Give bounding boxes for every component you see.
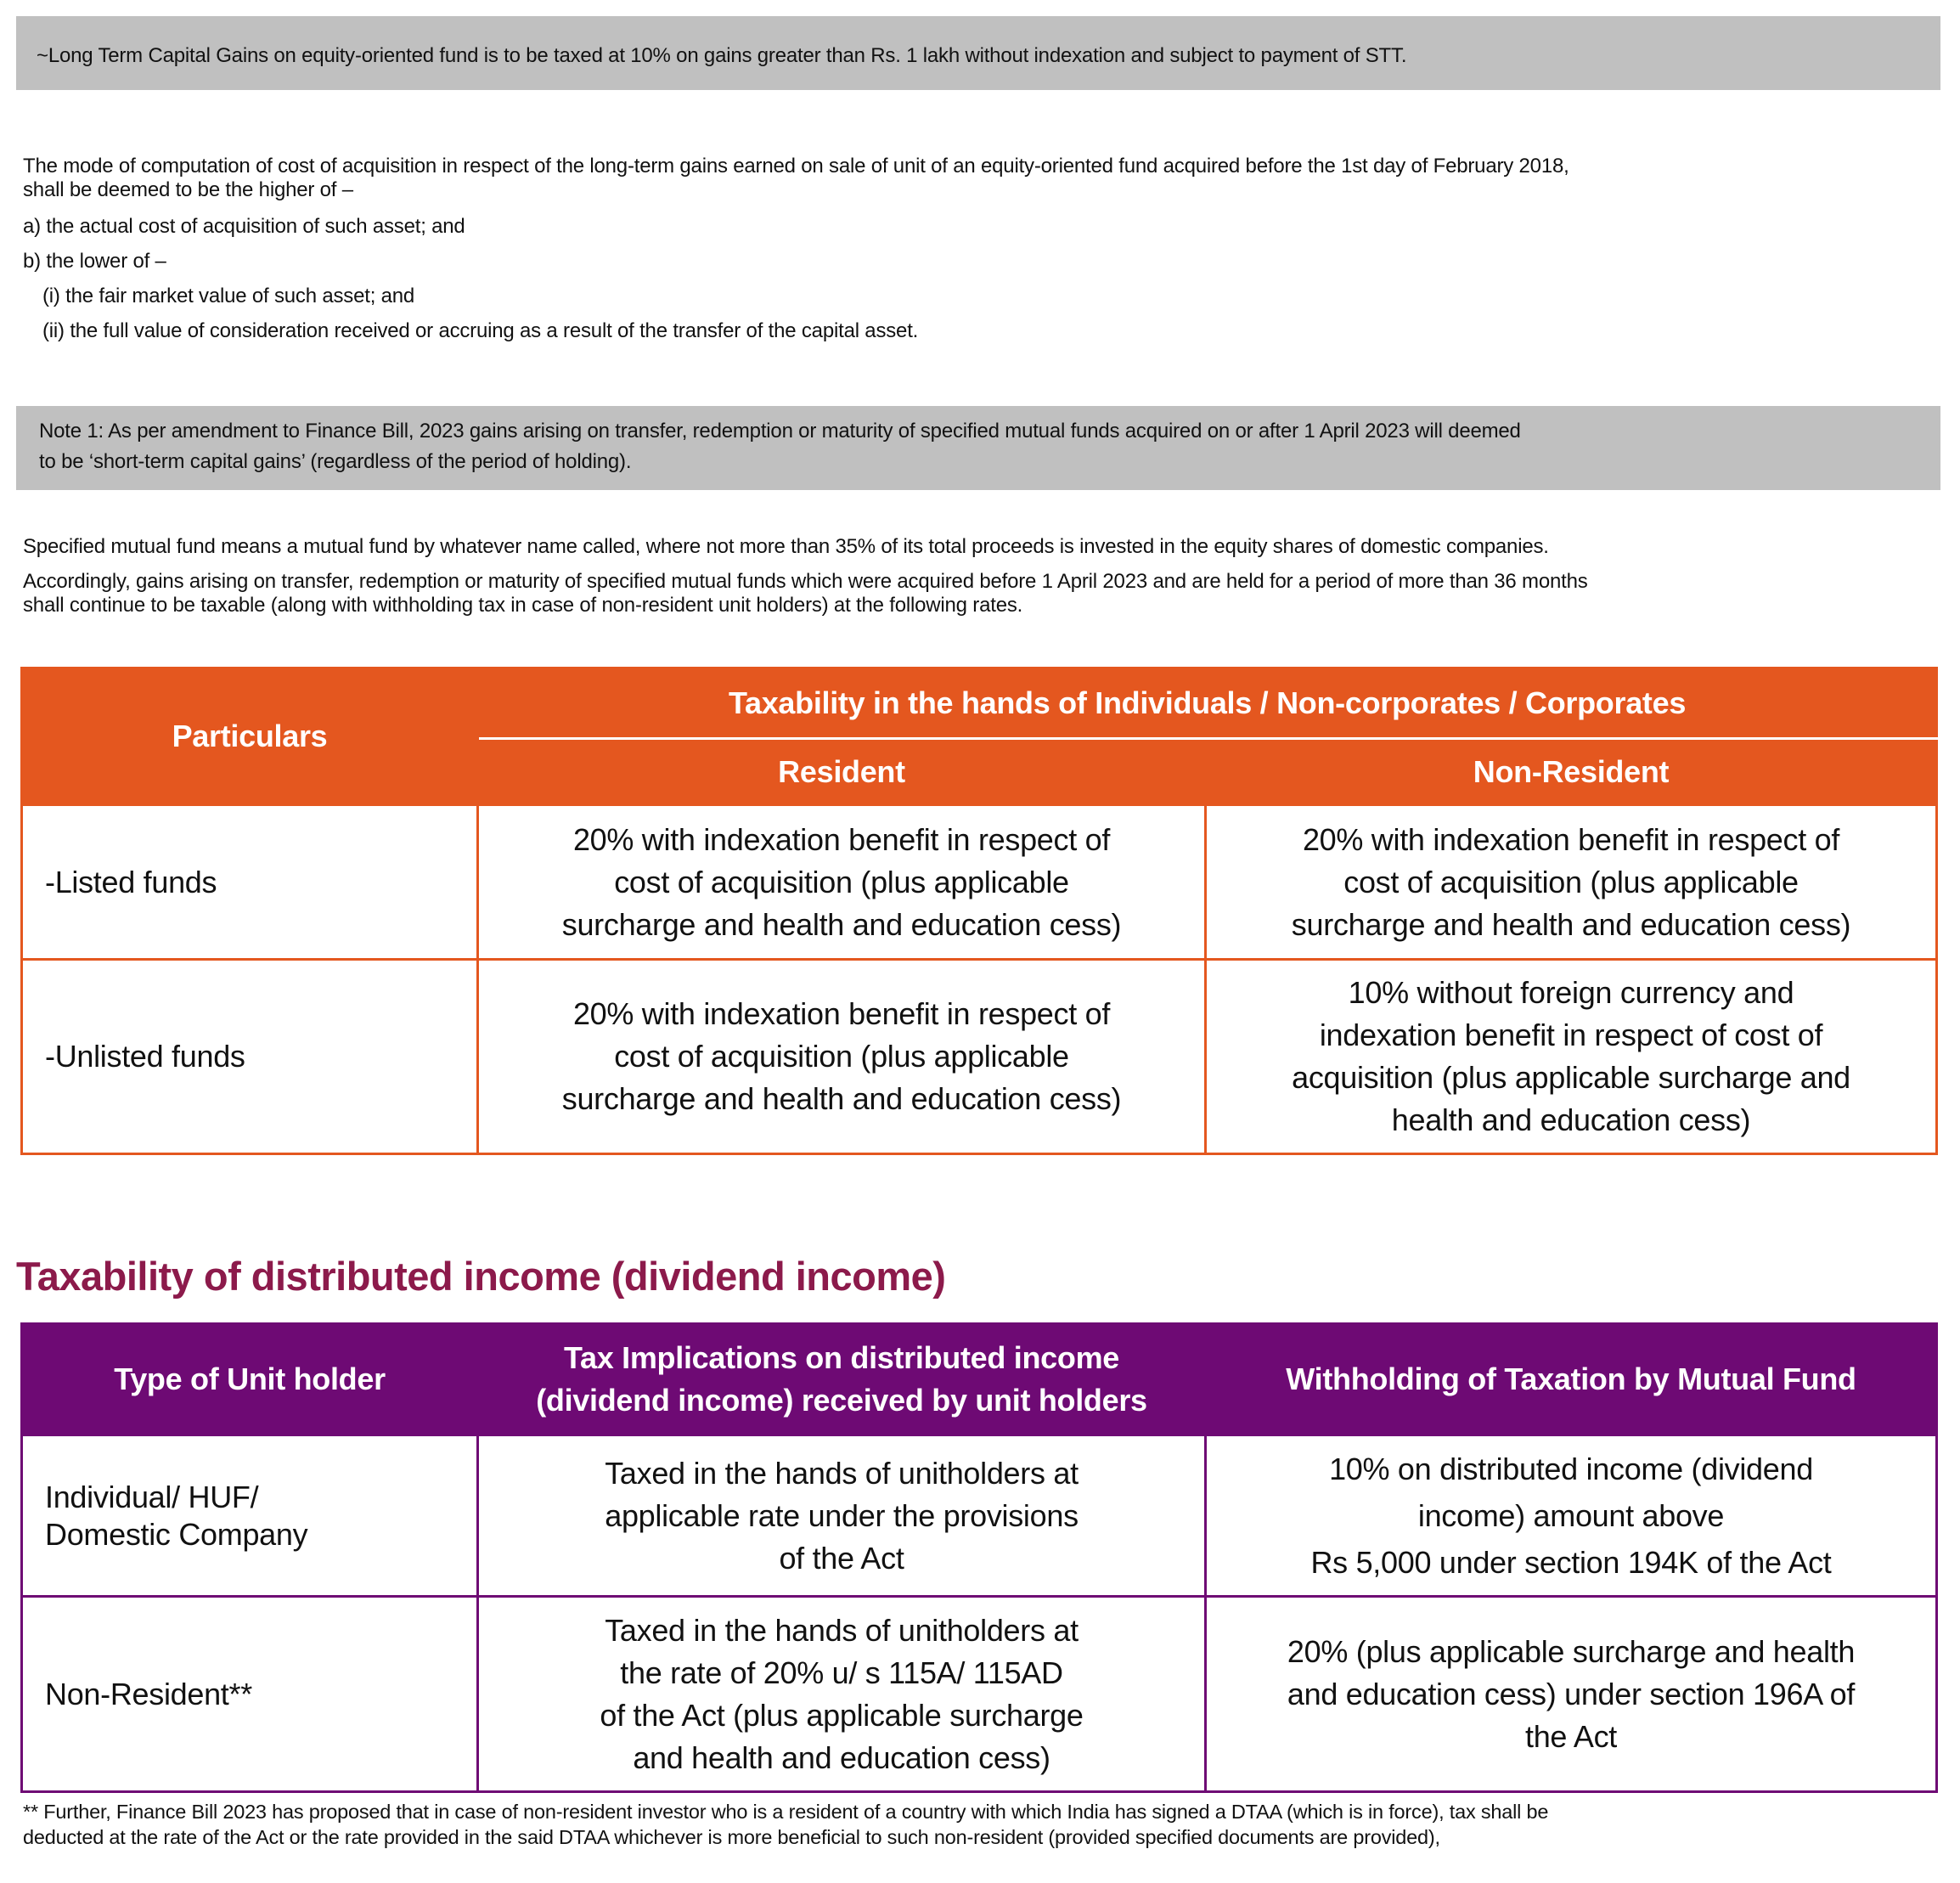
capital-gains-table xyxy=(20,667,1938,1155)
unit-holder-type-cell: Non-Resident** xyxy=(22,1597,478,1792)
note1-text: Note 1: As per amendment to Finance Bill, 2023 gains arising on transfer, redemption or maturity of specified mutual funds acquired on or after 1 April 2023 will deemed to be ‘short-term capital gains’ (regardless of the period of holding). xyxy=(39,420,1521,473)
non-resident-cell: 20% with indexation benefit in respect of cost of acquisition (plus applicable surcharge and health and education cess) xyxy=(1206,805,1937,960)
header-particulars: Particulars xyxy=(22,668,478,805)
table-row xyxy=(22,960,1937,1154)
computation-b: b) the lower of – xyxy=(23,250,166,273)
particular-cell: -Unlisted funds xyxy=(22,960,478,1154)
resident-cell: 20% with indexation benefit in respect of cost of acquisition (plus applicable surcharge and health and education cess) xyxy=(478,960,1206,1154)
header-tax-implications: Tax Implications on distributed income (dividend income) received by unit holders xyxy=(478,1324,1206,1435)
tax-implication-cell: Taxed in the hands of unitholders at the rate of 20% u/ s 115A/ 115AD of the Act (plus applicable surcharge and health and education cess) xyxy=(478,1597,1206,1792)
specified-definition: Specified mutual fund means a mutual fund by whatever name called, where not more than 35% of its total proceeds is invested in the equity shares of domestic companies. xyxy=(23,535,1549,558)
header-withholding: Withholding of Taxation by Mutual Fund xyxy=(1206,1324,1937,1435)
table-row xyxy=(22,805,1937,960)
unit-holder-type-cell: Individual/ HUF/ Domestic Company xyxy=(22,1435,478,1597)
computation-b-ii: (ii) the full value of consideration received or accruing as a result of the transfer of the capital asset. xyxy=(42,319,919,342)
computation-a: a) the actual cost of acquisition of such asset; and xyxy=(23,215,465,238)
dividend-heading: Taxability of distributed income (dividend income) xyxy=(16,1254,946,1299)
ltcg-note-box xyxy=(16,16,1940,90)
resident-cell: 20% with indexation benefit in respect of cost of acquisition (plus applicable surcharge and health and education cess) xyxy=(478,805,1206,960)
computation-b-i: (i) the fair market value of such asset; and xyxy=(42,285,415,307)
table-row xyxy=(22,1597,1937,1792)
tax-implication-cell: Taxed in the hands of unitholders at applicable rate under the provisions of the Act xyxy=(478,1435,1206,1597)
table-row xyxy=(22,1435,1937,1597)
accordingly-text: Accordingly, gains arising on transfer, redemption or maturity of specified mutual funds which were acquired before 1 April 2023 and are held for a period of more than 36 months shall continue to be taxable (along with withholding tax in case of non-resident unit holders) at the following rates. xyxy=(23,570,1588,617)
footnote: ** Further, Finance Bill 2023 has proposed that in case of non-resident investor who is a resident of a country with which India has signed a DTAA (which is in force), tax shall be deducted at the rate of the Act or the rate provided in the said DTAA whichever is more beneficial to such non-resident (provided specified documents are provided), xyxy=(23,1801,1549,1848)
withholding-cell: 10% on distributed income (dividend income) amount above Rs 5,000 under section 194K of the Act xyxy=(1206,1435,1937,1597)
dividend-table xyxy=(20,1322,1938,1793)
header-resident: Resident xyxy=(478,739,1206,805)
header-type-of-unit-holder: Type of Unit holder xyxy=(22,1324,478,1435)
particular-cell: -Listed funds xyxy=(22,805,478,960)
header-taxability-group: Taxability in the hands of Individuals / Non-corporates / Corporates xyxy=(478,668,1937,739)
computation-intro: The mode of computation of cost of acquisition in respect of the long-term gains earned on sale of unit of an equity-oriented fund acquired before the 1st day of February 2018, shall be deemed to be the higher of – xyxy=(23,155,1569,201)
ltcg-note-text: ~Long Term Capital Gains on equity-oriented fund is to be taxed at 10% on gains greater than Rs. 1 lakh without indexation and subject to payment of STT. xyxy=(37,44,1407,67)
note1-box xyxy=(16,406,1940,490)
withholding-cell: 20% (plus applicable surcharge and health and education cess) under section 196A of the Act xyxy=(1206,1597,1937,1792)
header-non-resident: Non-Resident xyxy=(1206,739,1937,805)
non-resident-cell: 10% without foreign currency and indexation benefit in respect of cost of acquisition (plus applicable surcharge and health and education cess) xyxy=(1206,960,1937,1154)
